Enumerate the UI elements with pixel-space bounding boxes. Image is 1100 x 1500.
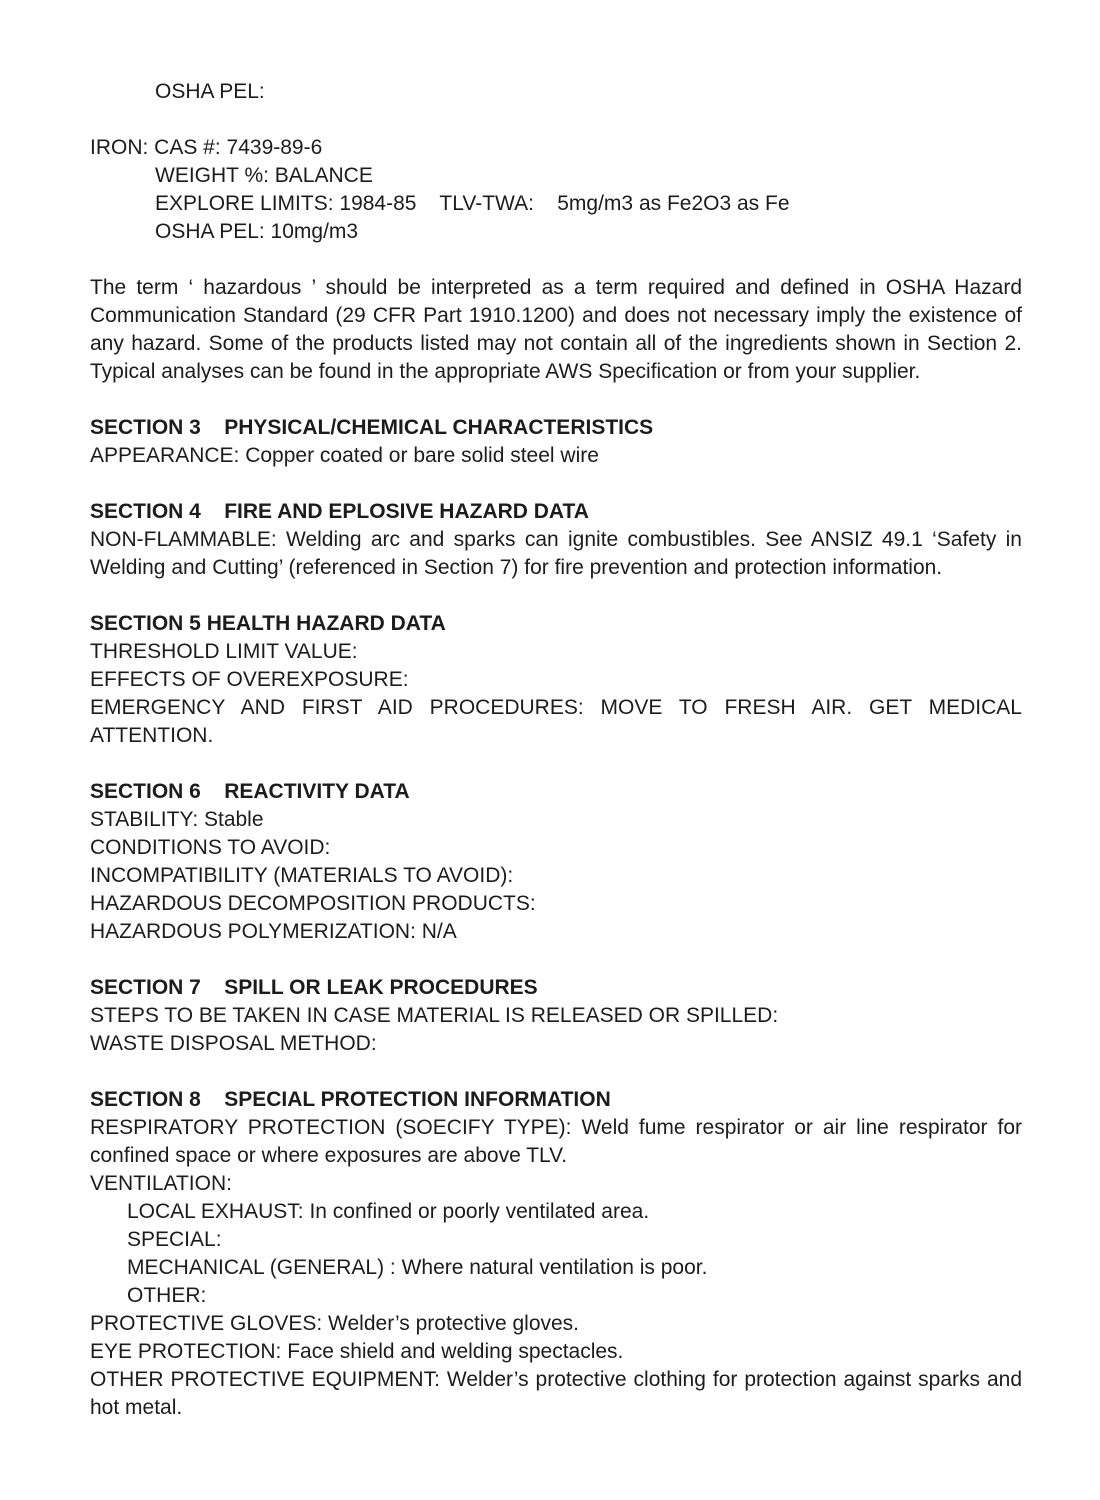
blank-line [90,1058,1022,1086]
section-heading: SECTION 5 HEALTH HAZARD DATA [90,612,446,635]
text-line: HAZARDOUS POLYMERIZATION: N/A [90,920,457,943]
blank-line [90,106,1022,134]
section-heading: SECTION 3 PHYSICAL/CHEMICAL CHARACTERISTICS [90,416,654,439]
document-body [90,78,1022,1422]
blank-line [90,582,1022,610]
paragraph: OTHER PROTECTIVE EQUIPMENT: Welder’s protective clothing for protection against sparks and hot metal. [90,1368,1022,1419]
text-line: CONDITIONS TO AVOID: [90,836,331,859]
text-line: WEIGHT %: BALANCE [155,164,373,187]
text-line: VENTILATION: [90,1172,232,1195]
blank-line [90,470,1022,498]
blank-line [90,246,1022,274]
text-line: OSHA PEL: [155,80,265,103]
section-heading: SECTION 8 SPECIAL PROTECTION INFORMATION [90,1088,611,1111]
text-line: PROTECTIVE GLOVES: Welder’s protective gloves. [90,1312,580,1335]
blank-line [90,386,1022,414]
text-line: WASTE DISPOSAL METHOD: [90,1032,377,1055]
section-heading: SECTION 7 SPILL OR LEAK PROCEDURES [90,976,538,999]
text-line: HAZARDOUS DECOMPOSITION PRODUCTS: [90,892,536,915]
text-line: EFFECTS OF OVEREXPOSURE: [90,668,409,691]
text-line: EXPLORE LIMITS: 1984-85 TLV-TWA: 5mg/m3 as Fe2O3 as Fe [155,192,790,215]
text-line: APPEARANCE: Copper coated or bare solid steel wire [90,444,599,467]
text-line: LOCAL EXHAUST: In confined or poorly ventilated area. [127,1200,650,1223]
text-line: INCOMPATIBILITY (MATERIALS TO AVOID): [90,864,514,887]
text-line: SPECIAL: [127,1228,222,1251]
text-line: OSHA PEL: 10mg/m3 [155,220,359,243]
blank-line [90,946,1022,974]
text-line: MECHANICAL (GENERAL) : Where natural ventilation is poor. [127,1256,708,1279]
text-line: STEPS TO BE TAKEN IN CASE MATERIAL IS RELEASED OR SPILLED: [90,1004,779,1027]
paragraph: The term ‘ hazardous ’ should be interpreted as a term required and defined in OSHA Hazard Communication Standard (29 CFR Part 1910.1200) and does not necessary imply the existence of any hazard. Some of the products listed may not contain all of the ingredients shown in Section 2. Typical analyses can be found in the appropriate AWS Specification or from your supplier. [90,276,1022,383]
text-line: THRESHOLD LIMIT VALUE: [90,640,358,663]
text-line: STABILITY: Stable [90,808,264,831]
section-heading: SECTION 4 FIRE AND EPLOSIVE HAZARD DATA [90,500,589,523]
paragraph: NON-FLAMMABLE: Welding arc and sparks can ignite combustibles. See ANSIZ 49.1 ‘Safety in Welding and Cutting’ (referenced in Section 7) for fire prevention and protection information. [90,528,1022,579]
paragraph: RESPIRATORY PROTECTION (SOECIFY TYPE): Weld fume respirator or air line respirator for confined space or where exposures are above TLV. [90,1116,1022,1167]
section-heading: SECTION 6 REACTIVITY DATA [90,780,410,803]
text-line: IRON: CAS #: 7439-89-6 [90,136,323,159]
text-line: OTHER: [127,1284,207,1307]
blank-line [90,750,1022,778]
text-line: EYE PROTECTION: Face shield and welding spectacles. [90,1340,624,1363]
paragraph: EMERGENCY AND FIRST AID PROCEDURES: MOVE TO FRESH AIR. GET MEDICAL ATTENTION. [90,696,1022,747]
